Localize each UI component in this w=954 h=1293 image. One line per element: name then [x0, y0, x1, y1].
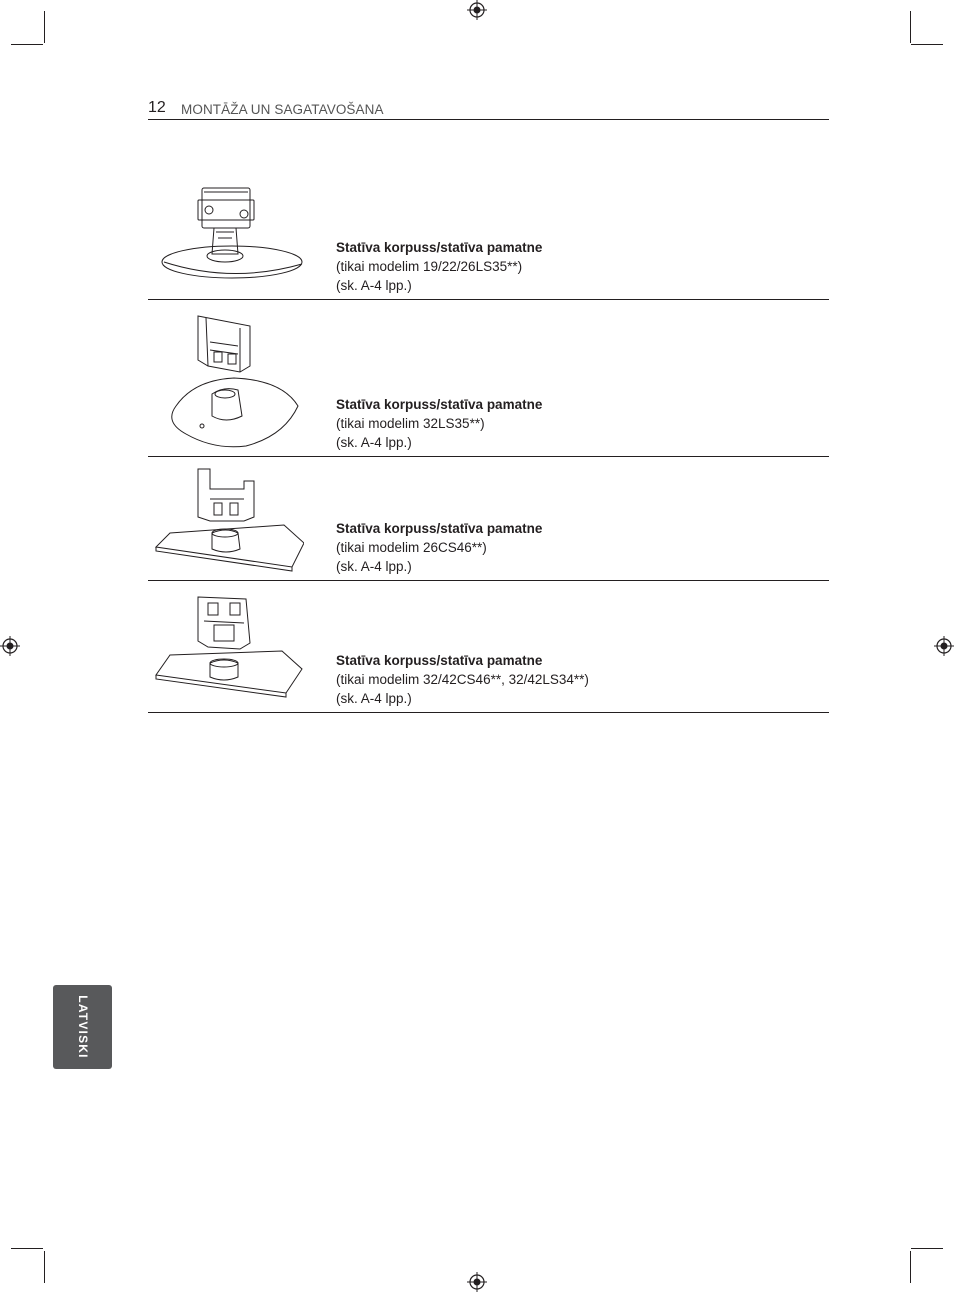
item-title: Statīva korpuss/statīva pamatne	[336, 240, 543, 255]
crop-mark	[911, 44, 943, 45]
page-number: 12	[148, 99, 166, 116]
stand-illustration-icon	[154, 306, 304, 451]
crop-mark	[911, 1248, 943, 1249]
stand-row	[148, 180, 829, 300]
item-description	[336, 395, 542, 452]
crop-mark	[11, 1248, 43, 1249]
item-description	[336, 238, 542, 295]
item-reference: (sk. A-4 lpp.)	[336, 278, 412, 293]
crop-mark	[44, 1251, 45, 1283]
stand-illustration-icon	[154, 593, 304, 703]
crop-mark	[910, 1251, 911, 1283]
stand-illustration-icon	[154, 463, 304, 575]
item-title: Statīva korpuss/statīva pamatne	[336, 397, 543, 412]
item-reference: (sk. A-4 lpp.)	[336, 435, 412, 450]
registration-mark-icon	[934, 636, 954, 656]
item-models: (tikai modelim 26CS46**)	[336, 540, 487, 555]
language-tab-label: LATVISKI	[75, 995, 90, 1059]
stand-row	[148, 581, 829, 713]
registration-mark-icon	[467, 1272, 487, 1292]
stand-row	[148, 300, 829, 457]
language-tab	[53, 985, 112, 1069]
item-models: (tikai modelim 19/22/26LS35**)	[336, 259, 523, 274]
item-models: (tikai modelim 32LS35**)	[336, 416, 485, 431]
registration-mark-icon	[0, 636, 20, 656]
item-description	[336, 651, 589, 708]
item-title: Statīva korpuss/statīva pamatne	[336, 521, 543, 536]
item-description	[336, 519, 542, 576]
crop-mark	[44, 11, 45, 43]
crop-mark	[11, 44, 43, 45]
page-header	[148, 98, 829, 120]
item-reference: (sk. A-4 lpp.)	[336, 559, 412, 574]
item-reference: (sk. A-4 lpp.)	[336, 691, 412, 706]
stand-illustration-icon	[154, 184, 304, 284]
item-title: Statīva korpuss/statīva pamatne	[336, 653, 543, 668]
stand-row	[148, 457, 829, 581]
section-title: MONTĀŽA UN SAGATAVOŠANA	[181, 102, 384, 117]
crop-mark	[910, 11, 911, 43]
item-models: (tikai modelim 32/42CS46**, 32/42LS34**)	[336, 672, 589, 687]
registration-mark-icon	[467, 0, 487, 20]
